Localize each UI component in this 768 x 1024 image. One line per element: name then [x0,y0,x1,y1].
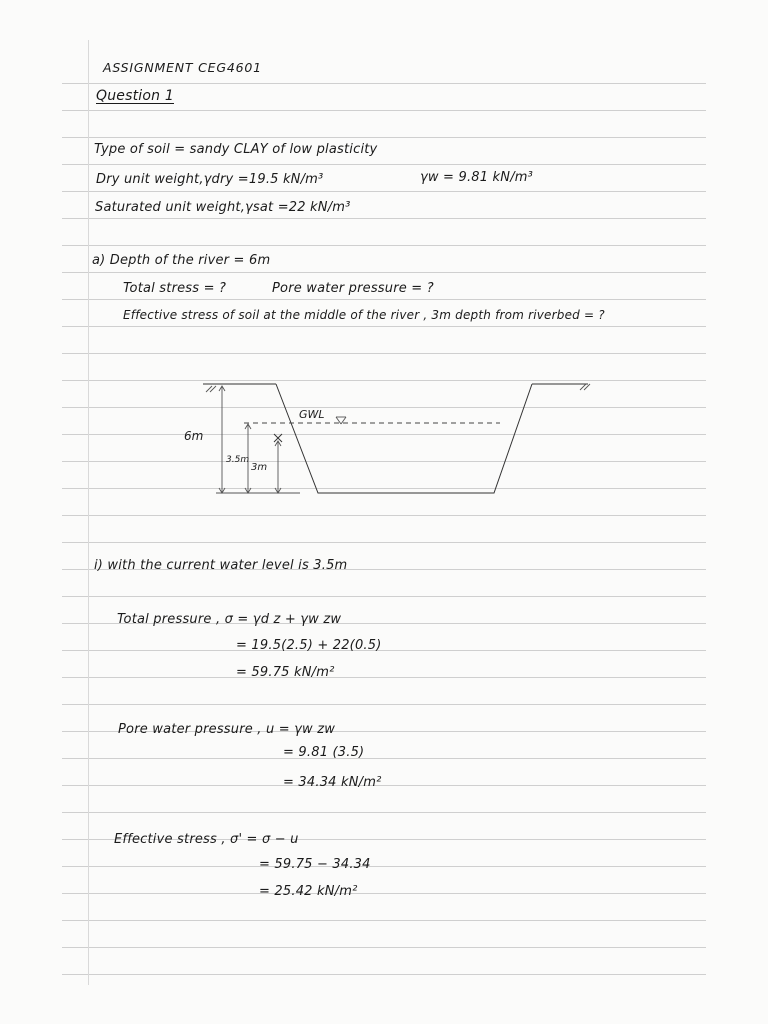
effective-stress-substitution: = 59.75 − 34.34 [259,857,371,872]
assignment-title: ASSIGNMENT CEG4601 [103,60,262,75]
gwl-label: GWL [299,408,325,421]
saturated-unit-weight-line: Saturated unit weight,γsat =22 kN/m³ [95,200,351,215]
effective-stress-formula: Effective stress , σ' = σ − u [114,832,299,847]
river-channel-outline [276,384,532,493]
total-pressure-formula: Total pressure , σ = γd z + γw zw [117,612,342,627]
question-heading: Question 1 [96,88,174,104]
total-stress-question: Total stress = ? [123,281,227,296]
total-pressure-substitution: = 19.5(2.5) + 22(0.5) [236,638,382,653]
effective-stress-result: = 25.42 kN/m² [259,884,358,899]
point-depth-label: 3m [251,462,268,473]
pore-water-substitution: = 9.81 (3.5) [283,745,365,760]
pore-water-formula: Pore water pressure , u = γw zw [118,722,336,737]
total-pressure-result: = 59.75 kN/m² [236,665,335,680]
pore-water-question: Pore water pressure = ? [272,281,434,296]
water-unit-weight-line: γw = 9.81 kN/m³ [420,170,534,185]
pore-water-result: = 34.34 kN/m² [283,775,382,790]
part-a-label: a) Depth of the river = 6m [92,253,271,268]
part-i-label: i) with the current water level is 3.5m [94,558,348,573]
depth-6m-label: 6m [184,429,204,443]
dry-unit-weight-line: Dry unit weight,γdry =19.5 kN/m³ [96,172,324,187]
effective-stress-question: Effective stress of soil at the middle of the river , 3m depth from riverbed = ? [123,308,605,322]
soil-type-line: Type of soil = sandy CLAY of low plasticity [94,142,378,157]
water-depth-label: 3.5m [226,455,250,465]
